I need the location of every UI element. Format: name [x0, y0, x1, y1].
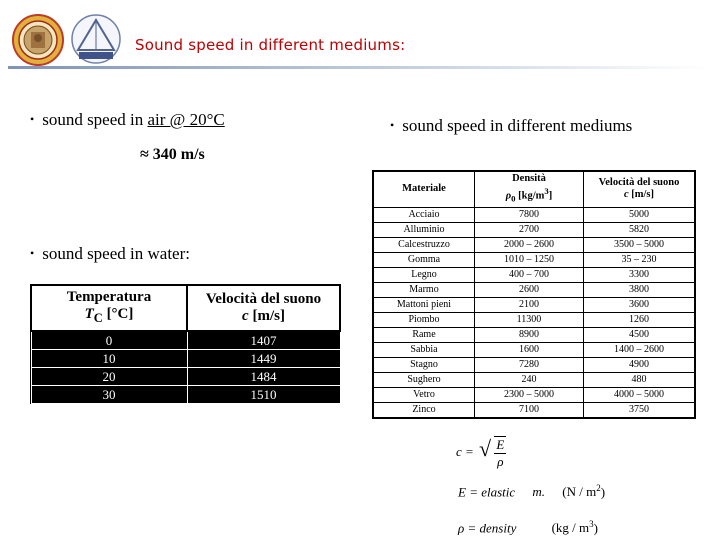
table-cell: 5820	[584, 222, 696, 237]
table-cell: Rame	[373, 327, 475, 342]
table-row	[373, 312, 695, 327]
table-cell: 0	[31, 331, 187, 350]
table-cell: 1449	[187, 350, 340, 368]
table-cell: 1260	[584, 312, 696, 327]
table-row	[373, 327, 695, 342]
table-cell: 8900	[475, 327, 584, 342]
table-cell: Alluminio	[373, 222, 475, 237]
elastic-m: m.	[532, 484, 546, 500]
table-cell: 30	[31, 386, 187, 404]
table-cell: 4900	[584, 357, 696, 372]
bullet-dot: •	[30, 112, 35, 126]
materials-speed-table	[372, 170, 696, 419]
density-exponent: 3	[544, 186, 549, 197]
table-row	[373, 372, 695, 387]
formula-numerator: E	[496, 437, 505, 453]
table-row	[31, 368, 340, 386]
table-row	[373, 387, 695, 402]
table-cell: Calcestruzzo	[373, 237, 475, 252]
table-row	[373, 357, 695, 372]
title-divider	[8, 66, 708, 69]
formula-c-lhs: c =	[456, 444, 474, 459]
sound-speed-symbol: c	[623, 189, 629, 201]
table-cell: 400 – 700	[475, 267, 584, 282]
density-close: ]	[548, 190, 553, 202]
density-unit: [kg/m	[515, 190, 545, 202]
air-speed-value: ≈ 340 m/s	[140, 146, 205, 163]
table-cell: Sughero	[373, 372, 475, 387]
table-cell: Marmo	[373, 282, 475, 297]
table-cell: 20	[31, 368, 187, 386]
speed-formula	[456, 436, 506, 470]
density-subscript: 0	[511, 194, 516, 205]
sqrt-sign: √	[479, 436, 492, 461]
header-temperature-label: Temperatura	[66, 289, 152, 305]
bullet-air-text: sound speed in air @ 20°C	[42, 110, 225, 129]
table-cell: Stagno	[373, 357, 475, 372]
table-cell: Acciaio	[373, 207, 475, 222]
table-row	[373, 222, 695, 237]
header-material: Materiale	[373, 171, 475, 207]
table-cell: 3500 – 5000	[584, 237, 696, 252]
table-cell: 2600	[475, 282, 584, 297]
speed-unit: [m/s]	[248, 308, 285, 324]
elastic-lhs: E = elastic	[458, 484, 516, 500]
table-row	[373, 237, 695, 252]
header-speed-unit-line	[190, 308, 337, 325]
table-cell: 4000 – 5000	[584, 387, 696, 402]
table-cell: Gomma	[373, 252, 475, 267]
elastic-unit: (N / m	[562, 484, 597, 500]
elastic-unit-exp: 2	[596, 483, 601, 493]
university-seal-logo	[12, 14, 64, 66]
header-sound-speed	[584, 171, 696, 207]
table-cell: 1010 – 1250	[475, 252, 584, 267]
table-row	[373, 282, 695, 297]
density-unit-text: (kg / m	[551, 520, 590, 536]
table-row	[373, 342, 695, 357]
temperature-symbol: T	[84, 306, 94, 322]
table-cell: 2000 – 2600	[475, 237, 584, 252]
sqrt-expression	[479, 436, 506, 470]
table-cell: Legno	[373, 267, 475, 282]
table-cell: 3600	[584, 297, 696, 312]
header-speed	[187, 285, 340, 331]
bullet-dot: •	[390, 118, 395, 132]
table-cell: 7800	[475, 207, 584, 222]
bullet-air-speed	[30, 110, 225, 130]
page-title: Sound speed in different mediums:	[135, 36, 406, 54]
table-cell: 10	[31, 350, 187, 368]
elastic-definition	[458, 483, 605, 500]
sound-speed-unit: [m/s]	[628, 189, 655, 201]
elastic-unit-close: )	[600, 484, 606, 500]
table-cell: 3300	[584, 267, 696, 282]
table-cell: 2700	[475, 222, 584, 237]
table-row	[373, 297, 695, 312]
header-density	[475, 171, 584, 207]
table-cell: 11300	[475, 312, 584, 327]
speed-symbol: c	[242, 308, 249, 324]
table-row	[373, 252, 695, 267]
table-row	[373, 207, 695, 222]
table-row	[373, 402, 695, 418]
table-cell: Zinco	[373, 402, 475, 418]
density-definition	[458, 519, 598, 536]
table-row	[31, 386, 340, 404]
temperature-subscript: C	[93, 311, 103, 325]
density-unit-exp: 3	[589, 519, 594, 529]
header-temperature	[31, 285, 187, 331]
header-sound-speed-unit-line	[586, 189, 692, 201]
table-cell: 4500	[584, 327, 696, 342]
table-cell: 1510	[187, 386, 340, 404]
density-unit-close: )	[593, 520, 598, 536]
table-cell: 1600	[475, 342, 584, 357]
acoustics-lab-logo	[69, 14, 123, 64]
header-density-unit-line	[477, 185, 581, 205]
table-cell: 5000	[584, 207, 696, 222]
table-row	[31, 350, 340, 368]
table-cell: 3750	[584, 402, 696, 418]
table-cell: Piombo	[373, 312, 475, 327]
header-speed-label: Velocità del suono	[205, 291, 322, 307]
header-density-label: Densità	[512, 173, 546, 185]
bullet-water-speed	[30, 244, 190, 264]
table-cell: 7280	[475, 357, 584, 372]
table-cell: Mattoni pieni	[373, 297, 475, 312]
bullet-mediums-text: sound speed in different mediums	[402, 116, 633, 135]
water-speed-table	[30, 284, 341, 404]
density-lhs: ρ = density	[458, 520, 517, 536]
table-cell: 1484	[187, 368, 340, 386]
table-cell: 240	[475, 372, 584, 387]
sqrt-fraction	[494, 436, 506, 470]
table-cell: Vetro	[373, 387, 475, 402]
table-row	[373, 267, 695, 282]
table-cell: 3800	[584, 282, 696, 297]
table-cell: 35 – 230	[584, 252, 696, 267]
temperature-unit: [°C]	[102, 306, 134, 322]
table-cell: 7100	[475, 402, 584, 418]
bullet-mediums	[390, 116, 632, 136]
bullet-water-text: sound speed in water:	[42, 244, 190, 263]
header-temperature-unit-line	[34, 306, 184, 327]
table-row	[31, 331, 340, 350]
formula-denominator: ρ	[497, 454, 504, 470]
table-cell: Sabbia	[373, 342, 475, 357]
table-cell: 2100	[475, 297, 584, 312]
table-cell: 480	[584, 372, 696, 387]
table-cell: 1407	[187, 331, 340, 350]
bullet-dot: •	[30, 246, 35, 260]
header-sound-speed-label: Velocità del suono	[598, 177, 680, 189]
density-symbol: ρ	[505, 190, 512, 202]
table-cell: 1400 – 2600	[584, 342, 696, 357]
table-cell: 2300 – 5000	[475, 387, 584, 402]
